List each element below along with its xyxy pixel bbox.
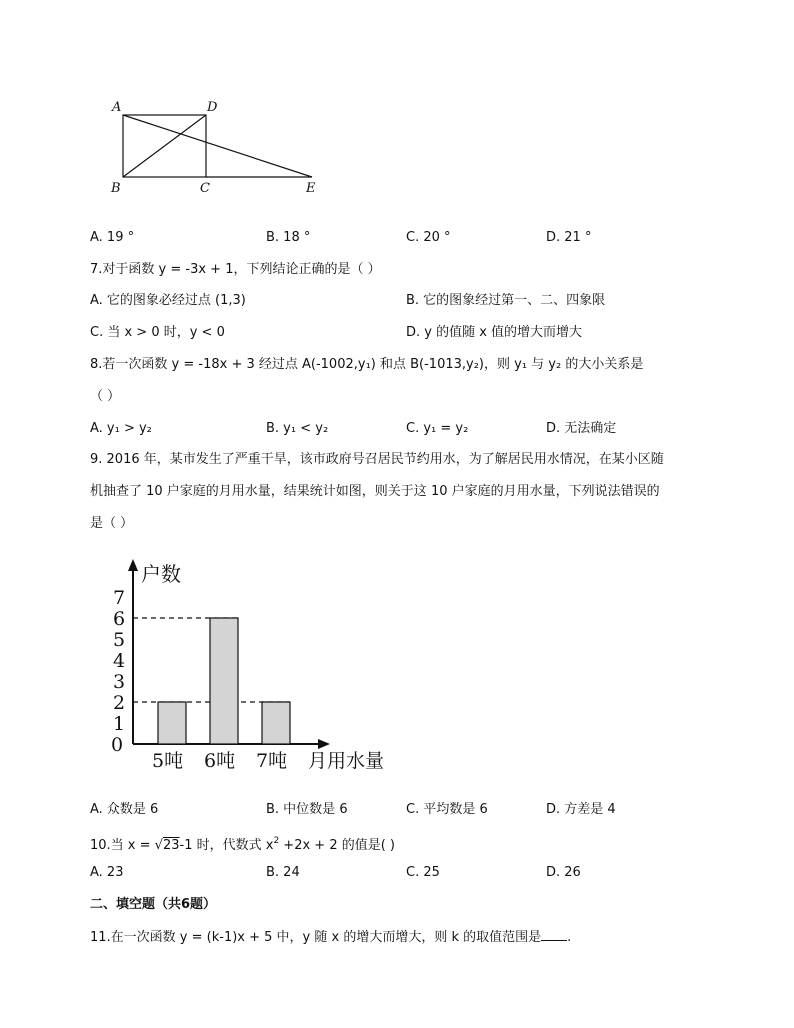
label-c: C — [200, 181, 210, 196]
q9-stem-line1: 9. 2016 年，某市发生了严重干旱，该市政府号召居民节约用水，为了解居民用水情况，在某小区随 — [90, 452, 664, 467]
q10-radicand: 23 — [162, 838, 180, 853]
q6-option-b: B. 18 ° — [266, 230, 311, 245]
q7-option-c: C. 当 x > 0 时，y < 0 — [90, 325, 225, 340]
q8-option-b: B. y₁ < y₂ — [266, 421, 329, 436]
q9-stem-line2: 机抽查了 10 户家庭的月用水量，结果统计如图，则关于这 10 户家庭的月用水量，下列说法错误的 — [90, 484, 660, 499]
segment-ae — [123, 115, 312, 177]
answer-blank[interactable] — [541, 928, 567, 941]
x-axis-label: 月用水量 — [308, 750, 385, 772]
y-tick-label: 4 — [113, 650, 126, 672]
q7-option-a: A. 它的图象必经过点 (1,3) — [90, 293, 246, 308]
y-tick-label: 6 — [113, 608, 126, 630]
q9-option-b: B. 中位数是 6 — [266, 802, 348, 817]
q7-option-d: D. y 的值随 x 值的增大而增大 — [406, 325, 583, 340]
label-b: B — [111, 181, 121, 196]
q10-prefix: 10.当 x = — [90, 838, 155, 853]
y-tick-label: 5 — [113, 629, 126, 651]
x-category-label: 6吨 — [204, 750, 236, 772]
q10-option-a: A. 23 — [90, 865, 124, 880]
y-tick-label: 7 — [113, 587, 126, 609]
y-tick-label: 0 — [111, 734, 124, 756]
q8-stem-line1: 8.若一次函数 y = -18x + 3 经过点 A(-1002,y₁) 和点 B(-1013,y₂)，则 y₁ 与 y₂ 的大小关系是 — [90, 357, 644, 372]
label-e: E — [306, 181, 316, 196]
bar — [158, 702, 186, 744]
bar — [262, 702, 290, 744]
rectangle-figure — [105, 95, 335, 200]
y-tick-label: 3 — [113, 671, 126, 693]
q10-stem — [90, 832, 395, 855]
q10-option-b: B. 24 — [266, 865, 300, 880]
label-a: A — [112, 100, 122, 115]
q11-stem — [90, 928, 571, 947]
water-usage-bar-chart — [105, 555, 415, 780]
section-title: 二、填空题（共6题） — [90, 897, 217, 912]
q8-option-d: D. 无法确定 — [546, 421, 617, 436]
q11-tail: . — [567, 930, 572, 945]
label-d: D — [207, 100, 218, 115]
q8-stem-line2: （ ） — [90, 389, 121, 404]
segment-bd — [123, 115, 206, 177]
y-tick-label: 2 — [113, 692, 126, 714]
sqrt-symbol: √ — [154, 838, 163, 853]
q6-option-d: D. 21 ° — [546, 230, 592, 245]
bar — [210, 618, 238, 744]
y-axis-label: 户数 — [141, 562, 181, 586]
x-category-label: 5吨 — [152, 750, 184, 772]
q6-option-c: C. 20 ° — [406, 230, 451, 245]
q10-option-c: C. 25 — [406, 865, 440, 880]
q10-suffix: +2x + 2 的值是( ) — [279, 838, 395, 853]
q9-stem-line3: 是（ ） — [90, 516, 134, 531]
y-axis-arrow — [128, 559, 138, 571]
q10-exponent: 2 — [273, 836, 280, 846]
x-category-label: 7吨 — [256, 750, 288, 772]
q8-option-a: A. y₁ > y₂ — [90, 421, 152, 436]
q10-middle: -1 时，代数式 x — [179, 838, 274, 853]
q8-option-c: C. y₁ = y₂ — [406, 421, 469, 436]
q9-option-c: C. 平均数是 6 — [406, 802, 488, 817]
q10-option-d: D. 26 — [546, 865, 581, 880]
q7-option-b: B. 它的图象经过第一、二、四象限 — [406, 293, 606, 308]
q6-option-a: A. 19 ° — [90, 230, 135, 245]
q7-stem: 7.对于函数 y = -3x + 1，下列结论正确的是（ ） — [90, 262, 381, 277]
y-tick-label: 1 — [113, 713, 126, 735]
x-axis-arrow — [318, 739, 330, 749]
q9-option-a: A. 众数是 6 — [90, 802, 159, 817]
q9-option-d: D. 方差是 4 — [546, 802, 616, 817]
q11-text: 11.在一次函数 y = (k-1)x + 5 中，y 随 x 的增大而增大，则 k 的取值范围是 — [90, 930, 542, 945]
